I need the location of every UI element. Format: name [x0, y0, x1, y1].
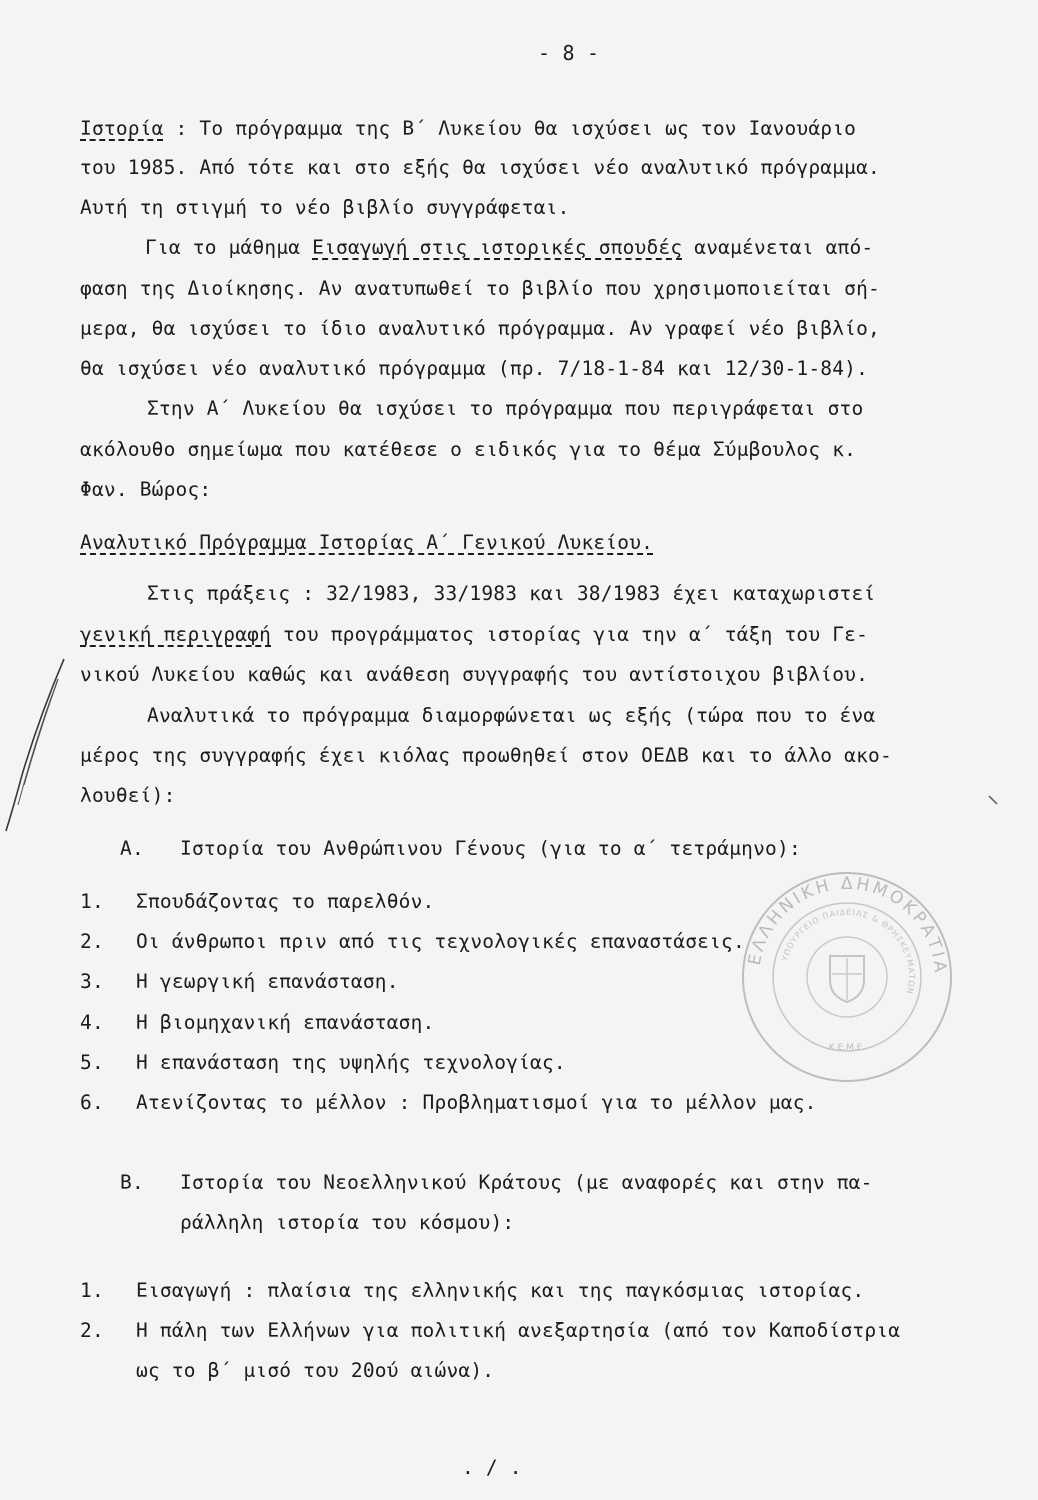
paragraph-4-line-1: Στις πράξεις : 32/1983, 33/1983 και 38/1983 έχει καταχωριστεί	[147, 582, 876, 605]
paragraph-1-line-1	[80, 116, 856, 142]
section-a-item-6-num: 6.	[80, 1091, 104, 1114]
paragraph-1-line-2: του 1985. Από τότε και στο εξής θα ισχύσει νέο αναλυτικό πρόγραμμα.	[80, 156, 880, 179]
continuation-mark: . / .	[462, 1456, 522, 1479]
section-a-item-3: Η γεωργική επανάσταση.	[136, 970, 399, 993]
paragraph-2-line-3: μερα, θα ισχύσει το ίδιο αναλυτικό πρόγραμμα. Αν γραφεί νέο βιβλίο,	[80, 317, 880, 340]
paragraph-5-line-3: λουθεί):	[80, 784, 176, 807]
p4-line2-rest: του προγράμματος ιστορίας για την α΄ τάξη του Γε-	[271, 623, 869, 646]
section-b-item-2: Η πάλη των Ελλήνων για πολιτική ανεξαρτησία (από τον Καποδίστρια	[136, 1319, 901, 1342]
history-heading: Ιστορία	[80, 117, 164, 140]
paragraph-2-line-1	[145, 235, 873, 261]
paragraph-4-line-2	[80, 622, 868, 648]
p2-line1-pre: Για το μάθημα	[145, 236, 313, 259]
page-number: - 8 -	[538, 41, 600, 65]
paragraph-5-line-1: Αναλυτικά το πρόγραμμα διαμορφώνεται ως εξής (τώρα που το ένα	[147, 704, 876, 727]
paragraph-1-line-3: Αυτή τη στιγμή το νέο βιβλίο συγγράφεται.	[80, 196, 570, 219]
stamp-inner-text: ΥΠΟΥΡΓΕΙΟ ΠΑΙΔΕΙΑΣ & ΘΡΗΣΚΕΥΜΑΤΩΝ	[780, 907, 917, 996]
official-stamp	[738, 868, 956, 1086]
paragraph-3-line-1: Στην Α΄ Λυκείου θα ισχύσει το πρόγραμμα που περιγράφεται στο	[147, 397, 864, 420]
paragraph-3-line-2: ακόλουθο σημείωμα που κατέθεσε ο ειδικός για το θέμα Σύμβουλος κ.	[80, 438, 857, 461]
paragraph-2-line-2: φαση της Διοίκησης. Αν ανατυπωθεί το βιβλίο που χρησιμοποιείται σή-	[80, 277, 880, 300]
section-a-item-1: Σπουδάζοντας το παρελθόν.	[136, 890, 435, 913]
section-title: Αναλυτικό Πρόγραμμα Ιστορίας Α΄ Γενικού Λυκείου.	[80, 531, 654, 554]
section-b-item-2-num: 2.	[80, 1319, 104, 1342]
section-b-item-1-num: 1.	[80, 1279, 104, 1302]
stamp-outer-text: ΕΛΛΗΝΙΚΗ ΔΗΜΟΚΡΑΤΙΑ	[744, 873, 951, 977]
paragraph-4-line-3: νικού Λυκείου καθώς και ανάθεση συγγραφής του αντίστοιχου βιβλίου.	[80, 663, 869, 686]
course-title-underlined: Εισαγωγή στις ιστορικές σπουδές	[312, 236, 683, 259]
margin-handwriting-mark	[0, 655, 70, 835]
section-a-item-4: Η βιομηχανική επανάσταση.	[136, 1011, 435, 1034]
paragraph-2-line-4: θα ισχύσει νέο αναλυτικό πρόγραμμα (πρ. 7/18-1-84 και 12/30-1-84).	[80, 357, 869, 380]
section-a-item-3-num: 3.	[80, 970, 104, 993]
section-b-item-1: Εισαγωγή : πλαίσια της ελληνικής και της παγκόσμιας ιστορίας.	[136, 1279, 865, 1302]
section-b-title-line-1: Ιστορία του Νεοελληνικού Κράτους (με αναφορές και στην πα-	[180, 1171, 873, 1194]
section-a-label: Α.	[120, 837, 144, 860]
section-b-title-line-2: ράλληλη ιστορία του κόσμου):	[180, 1211, 515, 1234]
section-a-item-5: Η επανάσταση της υψηλής τεχνολογίας.	[136, 1051, 566, 1074]
p2-line1-post: αναμένεται από-	[682, 236, 874, 259]
section-a-item-5-num: 5.	[80, 1051, 104, 1074]
p1-line1-text: : Το πρόγραμμα της Β΄ Λυκείου θα ισχύσει ως τον Ιανουάριο	[163, 117, 857, 140]
stamp-bottom-text: Κ.Ε.Μ.Ε.	[828, 1043, 866, 1053]
general-description-underlined: γενική περιγραφή	[80, 623, 272, 646]
section-a-item-2: Οι άνθρωποι πριν από τις τεχνολογικές επαναστάσεις.	[136, 930, 745, 953]
section-b-label: Β.	[120, 1171, 144, 1194]
section-a-item-6: Ατενίζοντας το μέλλον : Προβληματισμοί για το μέλλον μας.	[136, 1091, 817, 1114]
section-b-item-2-continuation: ως το β΄ μισό του 20ού αιώνα).	[136, 1359, 495, 1382]
paragraph-5-line-2: μέρος της συγγραφής έχει κιόλας προωθηθεί στον ΟΕΔΒ και το άλλο ακο-	[80, 744, 892, 767]
paragraph-3-line-3: Φαν. Βώρος:	[80, 478, 212, 501]
section-a-item-2-num: 2.	[80, 930, 104, 953]
section-a-item-4-num: 4.	[80, 1011, 104, 1034]
margin-tick-mark	[988, 795, 998, 805]
section-a-title: Ιστορία του Ανθρώπινου Γένους (για το α΄ τετράμηνο):	[180, 837, 801, 860]
section-a-item-1-num: 1.	[80, 890, 104, 913]
